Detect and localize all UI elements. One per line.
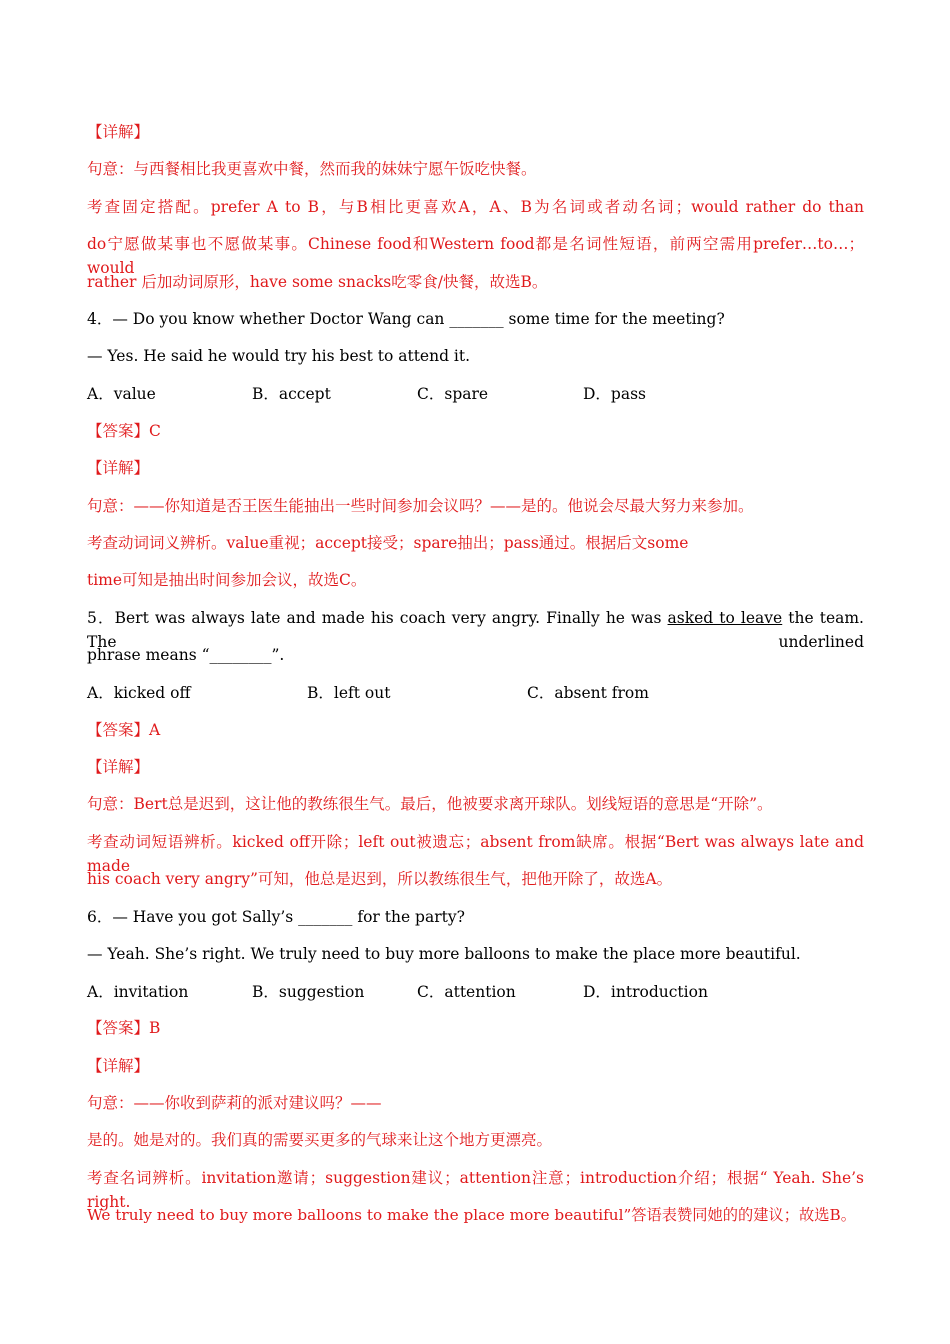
q6-reply: — Yeah. She’s right. We truly need to buy more balloons to make the place more beautiful. <box>87 945 801 963</box>
q4-detail-label: 【详解】 <box>87 459 150 477</box>
q4-option-d: D．pass <box>583 385 646 403</box>
q5-detail-label: 【详解】 <box>87 758 150 776</box>
q6-detail-label: 【详解】 <box>87 1057 150 1075</box>
q4-sentence-meaning: 句意：——你知道是否王医生能抽出一些时间参加会议吗？——是的。他说会尽最大努力来参加。 <box>87 497 754 515</box>
q5-option-b: B．left out <box>307 684 391 702</box>
q5-analysis-line-1: 考查动词短语辨析。kicked off开除；left out被遗忘；absent from缺席。根据“Bert was always late and made <box>87 833 864 875</box>
q6-options <box>87 980 864 1004</box>
q6-stem: 6．— Have you got Sally’s _______ for the party? <box>87 908 465 926</box>
q3-sentence-meaning: 句意：与西餐相比我更喜欢中餐，然而我的妹妹宁愿午饭吃快餐。 <box>87 160 537 178</box>
q3-analysis-line-3: rather 后加动词原形，have some snacks吃零食/快餐，故选B。 <box>87 273 548 291</box>
q4-option-b: B．accept <box>252 385 331 403</box>
q6-analysis-line-1: 考查名词辨析。invitation邀请；suggestion建议；attention注意；introduction介绍；根据“ Yeah. She’s right. <box>87 1169 864 1211</box>
q5-option-a: A．kicked off <box>87 684 191 702</box>
q4-analysis-line-2: time可知是抽出时间参加会议，故选C。 <box>87 571 367 589</box>
q5-option-c: C．absent from <box>527 684 649 702</box>
q5-underlined-phrase: asked to leave <box>667 609 783 627</box>
q4-option-a: A．value <box>87 385 156 403</box>
q6-answer: 【答案】B <box>87 1019 161 1037</box>
q3-analysis-line-2: do宁愿做某事也不愿做某事。Chinese food和Western food都是名词性短语，前两空需用prefer…to…；would <box>87 235 864 277</box>
q6-option-c: C．attention <box>417 983 516 1001</box>
q5-stem <box>87 606 864 651</box>
q4-option-c: C．spare <box>417 385 489 403</box>
q5-analysis-line-2: his coach very angry”可知，他总是迟到，所以教练很生气，把他开除了，故选A。 <box>87 870 673 888</box>
q5-sentence-meaning: 句意：Bert总是迟到，这让他的教练很生气。最后，他被要求离开球队。划线短语的意思是“开除”。 <box>87 795 773 813</box>
q4-stem: 4．— Do you know whether Doctor Wang can _______ some time for the meeting? <box>87 310 725 328</box>
q4-answer: 【答案】C <box>87 422 161 440</box>
q4-options <box>87 382 864 406</box>
q5-stem-end: the team. The underlined <box>87 609 864 651</box>
q6-option-b: B．suggestion <box>252 983 365 1001</box>
q6-option-a: A．invitation <box>87 983 189 1001</box>
q5-options <box>87 681 864 705</box>
q6-sentence-meaning-2: 是的。她是对的。我们真的需要买更多的气球来让这个地方更漂亮。 <box>87 1131 553 1149</box>
q5-stem-start: 5．Bert was always late and made his coach very angry. Finally he was <box>87 609 668 627</box>
q4-reply: — Yes. He said he would try his best to attend it. <box>87 347 471 365</box>
q3-detail-label: 【详解】 <box>87 123 150 141</box>
q6-sentence-meaning-1: 句意：——你收到萨莉的派对建议吗？—— <box>87 1094 382 1112</box>
q4-analysis-line-1: 考查动词词义辨析。value重视；accept接受；spare抽出；pass通过。根据后文some <box>87 534 689 552</box>
q5-stem-line-2: phrase means “________”. <box>87 646 285 664</box>
q3-analysis-line-1: 考查固定搭配。prefer A to B，与B相比更喜欢A，A、B为名词或者动名词；would rather do than <box>87 198 864 216</box>
q6-analysis-line-2: We truly need to buy more balloons to make the place more beautiful”答语表赞同她的的建议；故选B。 <box>87 1206 856 1224</box>
q5-answer: 【答案】A <box>87 721 161 739</box>
q6-option-d: D．introduction <box>583 983 708 1001</box>
